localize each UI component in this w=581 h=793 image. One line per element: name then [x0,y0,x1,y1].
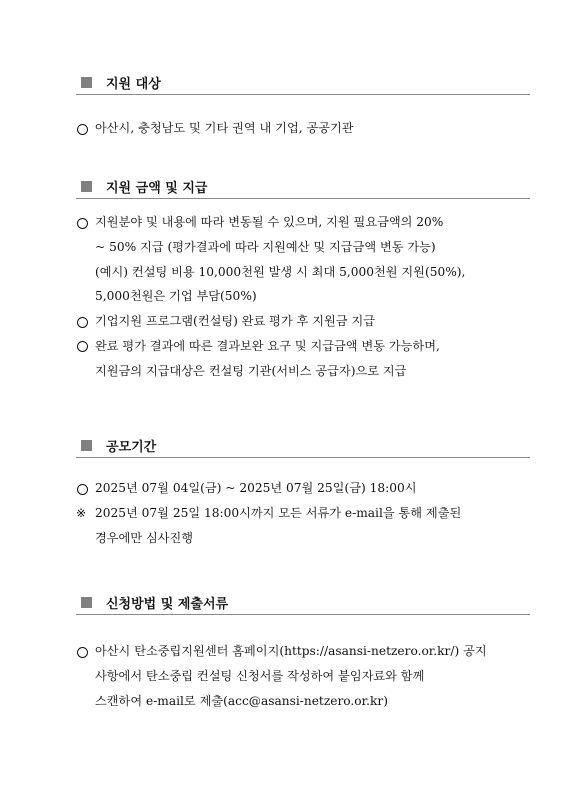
reference-mark-icon: ※ [76,505,87,520]
list-item [76,309,530,334]
item-line: 지원금의 지급대상은 컨설팅 기관(서비스 공급자)으로 지급 [95,363,407,378]
item-line: 2025년 07월 04일(금) ~ 2025년 07월 25일(금) 18:00시 [95,481,417,495]
section-support-amount [76,176,530,384]
item-line: ~ 50% 지급 (평가결과에 따라 지원예산 및 지급금액 변동 가능) [95,239,436,254]
list-item [76,210,530,309]
square-bullet-icon [81,77,92,88]
item-line: 스캔하여 e-mail로 제출(acc@asansi-netzero.or.kr) [95,693,388,708]
list-item [76,639,530,713]
list-item [76,334,530,384]
item-line: 5,000천원은 기업 부담(50%) [95,289,257,304]
section-application-period [76,435,530,550]
item-line: 기업지원 프로그램(컨설팅) 완료 평가 후 지원금 지급 [95,314,375,329]
item-line: (예시) 컨설팅 비용 10,000천원 발생 시 최대 5,000천원 지원(50%), [95,264,466,279]
item-line: 완료 평가 결과에 따른 결과보완 요구 및 지급금액 변동 가능하며, [95,338,440,353]
list-item [76,116,530,141]
item-line: 사항에서 탄소중립 컨설팅 신청서를 작성하여 붙임자료와 함께 [95,668,425,683]
item-line: 2025년 07월 25일 18:00시까지 모든 서류가 e-mail을 통해 제출된 [95,505,462,520]
section-header [76,176,530,199]
section-application-method [76,592,530,713]
square-bullet-icon [81,181,92,192]
section-header [76,435,530,458]
section-header [76,72,530,95]
item-line: 경우에만 심사진행 [95,530,194,545]
section-support-target [76,72,530,141]
section-header [76,592,530,615]
section-title: 지원 대상 [106,76,161,92]
section-title: 지원 금액 및 지급 [106,180,208,196]
section-title: 신청방법 및 제출서류 [106,596,229,612]
square-bullet-icon [81,440,92,451]
square-bullet-icon [81,597,92,608]
item-line: 아산시 탄소중립지원센터 홈페이지(https://asansi-netzero.or.kr/) 공지 [95,644,487,658]
list-item [76,476,530,501]
item-line: 지원분야 및 내용에 따라 변동될 수 있으며, 지원 필요금액의 20% [95,215,444,229]
item-line: 아산시, 충청남도 및 기타 권역 내 기업, 공공기관 [95,121,354,135]
section-title: 공모기간 [106,439,157,455]
list-item [76,501,530,551]
